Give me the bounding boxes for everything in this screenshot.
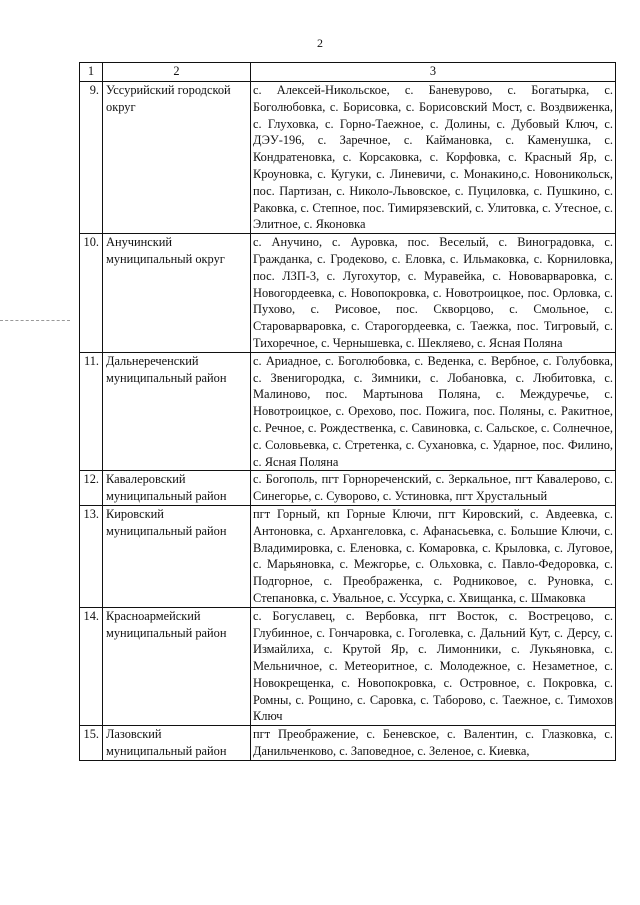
table-header-row (80, 63, 616, 82)
table-row (80, 607, 616, 726)
settlements-list: с. Алексей-Никольское, с. Баневурово, с. Богатырка, с. Боголюбовка, с. Борисовка, с. Борисовский Мост, с. Воздвиженка, с. Глуховка, с. Горно-Таежное, с. Долины, с. Дубовый Ключ, с. ДЭУ-196, с. Заречное, с. Каймановка, с. Каменушка, с. Кондратеновка, с. Корсаковка, с. Корфовка, с. Красный Яр, с. Кроуновка, с. Кугуки, с. Линевичи, с. Монакино,с. Новоникольск, пос. Партизан, с. Николо-Львовское, с. Пуциловка, с. Пушкино, с. Раковка, с. Степное, пос. Тимирязевский, с. Улитовка, с. Утесное, с. Элитное, с. Яконовка (251, 82, 616, 234)
municipality-name: Дальнереченский муниципальный район (103, 352, 251, 471)
header-col-2: 2 (103, 63, 251, 82)
row-number: 14. (80, 607, 103, 726)
settlements-list: пгт Горный, кп Горные Ключи, пгт Кировский, с. Авдеевка, с. Антоновка, с. Архангеловка, с. Афанасьевка, с. Большие Ключи, с. Владимировка, с. Еленовка, с. Комаровка, с. Крыловка, с. Луговое, с. Марьяновка, с. Межгорье, с. Ольховка, с. Павло-Федоровка, с. Подгорное, с. Преображенка, с. Родниковое, с. Руновка, с. Степановка, с. Увальное, с. Уссурка, с. Хвищанка, с. Шмаковка (251, 505, 616, 607)
row-number: 13. (80, 505, 103, 607)
table-row (80, 726, 616, 761)
table-row (80, 505, 616, 607)
row-number: 9. (80, 82, 103, 234)
settlements-list: с. Ариадное, с. Боголюбовка, с. Веденка, с. Вербное, с. Голубовка, с. Звенигородка, с. Зимники, с. Лобановка, с. Любитовка, с. Малиново, пос. Мартынова Поляна, с. Междуречье, с. Новотроицкое, с. Орехово, пос. Пожига, пос. Поляны, с. Ракитное, с. Речное, с. Рождественка, с. Савиновка, с. Сальское, с. Солнечное, с. Соловьевка, с. Стретенка, с. Сухановка, с. Ударное, пос. Филино, с. Ясная Поляна (251, 352, 616, 471)
page-number: 2 (317, 36, 323, 50)
table-row (80, 234, 616, 353)
municipality-name: Уссурийский городской округ (103, 82, 251, 234)
municipality-name: Красноармейский муниципальный район (103, 607, 251, 726)
municipality-name: Лазовский муниципальный район (103, 726, 251, 761)
row-number: 10. (80, 234, 103, 353)
header-col-3: 3 (251, 63, 616, 82)
row-number: 11. (80, 352, 103, 471)
settlements-list: пгт Преображение, с. Беневское, с. Валентин, с. Глазковка, с. Данильченково, с. Заповедное, с. Зеленое, с. Киевка, (251, 726, 616, 761)
table-row (80, 82, 616, 234)
margin-dash-mark (0, 320, 70, 321)
settlements-list: с. Анучино, с. Ауровка, пос. Веселый, с. Виноградовка, с. Гражданка, с. Гродеково, с. Еловка, с. Ильмаковка, с. Корниловка, пос. ЛЗП-3, с. Лугохутор, с. Муравейка, с. Нововарваровка, с. Новогордеевка, с. Новопокровка, с. Новотроицкое, пос. Орловка, с. Пухово, с. Рисовое, пос. Скворцово, с. Смольное, с. Староварваровка, с. Старогордеевка, с. Таежка, пос. Тигровый, с. Тихоречное, с. Чернышевка, с. Шекляево, с. Ясная Поляна (251, 234, 616, 353)
municipality-name: Анучинский муниципальный округ (103, 234, 251, 353)
table-row (80, 352, 616, 471)
settlements-list: с. Богуславец, с. Вербовка, пгт Восток, с. Вострецово, с. Глубинное, с. Гончаровка, с. Гоголевка, с. Дальний Кут, с. Дерсу, с. Измайлиха, с. Крутой Яр, с. Лимонники, с. Лукьяновка, с. Мельничное, с. Метеоритное, с. Молодежное, с. Незаметное, с. Новокрещенка, с. Новопокровка, с. Островное, с. Покровка, с. Ромны, с. Рощино, с. Саровка, с. Таборово, с. Таежное, с. Тимохов Ключ (251, 607, 616, 726)
municipality-name: Кировский муниципальный район (103, 505, 251, 607)
row-number: 12. (80, 471, 103, 506)
header-col-1: 1 (80, 63, 103, 82)
settlements-table (79, 62, 616, 761)
row-number: 15. (80, 726, 103, 761)
municipality-name: Кавалеровский муниципальный район (103, 471, 251, 506)
settlements-list: с. Богополь, пгт Горнореченский, с. Зеркальное, пгт Кавалерово, с. Синегорье, с. Суворово, с. Устиновка, пгт Хрустальный (251, 471, 616, 506)
table-row (80, 471, 616, 506)
